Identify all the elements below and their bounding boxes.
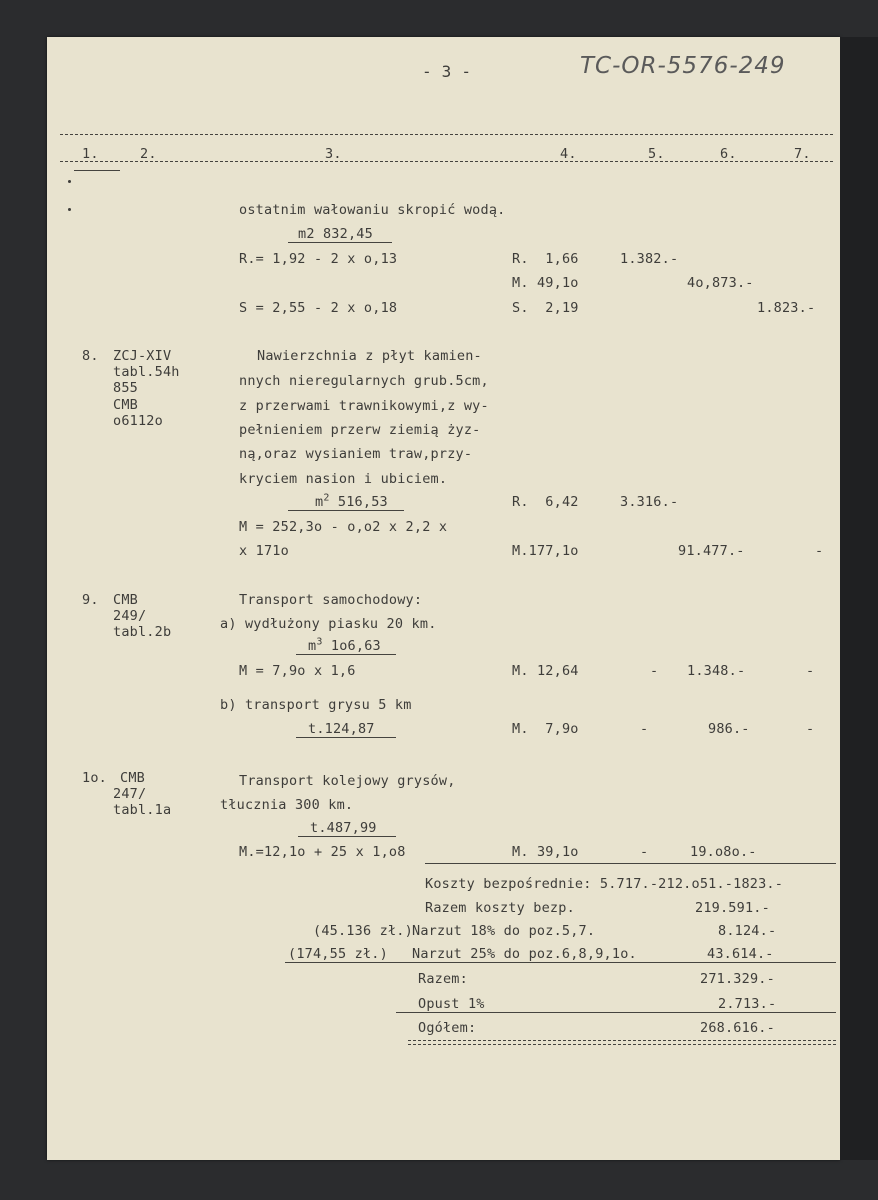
column-header-7: 7. xyxy=(794,146,811,162)
punch-mark xyxy=(68,208,71,211)
header-rule-bottom xyxy=(60,161,833,162)
r-label: R. 1,66 xyxy=(512,251,579,267)
item-9-a-area: $m^3$ 1o6,63 xyxy=(308,636,381,654)
header-mark xyxy=(74,170,120,171)
column-header-6: 6. xyxy=(720,146,737,162)
m-value: 4o,873.- xyxy=(687,275,754,291)
item-9-ref: CMB xyxy=(113,592,138,608)
r-value: 1.382.- xyxy=(620,251,679,267)
m-label: M. 49,1o xyxy=(512,275,579,291)
summary-markup25-value: 43.614.- xyxy=(707,946,774,962)
item-8-m-formula: x 171o xyxy=(239,543,289,559)
item-8-ref: CMB xyxy=(113,397,138,413)
s-label: S. 2,19 xyxy=(512,300,579,316)
item-8-area: $m^2$ 516,53 xyxy=(315,492,388,510)
page-number: - 3 - xyxy=(422,62,472,81)
underline xyxy=(296,737,396,738)
item-8-last: - xyxy=(815,543,824,559)
item-10-formula: M.=12,1o + 25 x 1,o8 xyxy=(239,844,406,860)
underline xyxy=(298,836,396,837)
item-9-a-last: - xyxy=(806,663,815,679)
underline xyxy=(296,654,396,655)
item-8-desc: z przerwami trawnikowymi,z wy- xyxy=(239,398,489,414)
punch-mark xyxy=(68,180,71,183)
item-8-m-value: 91.477.- xyxy=(678,543,745,559)
item-10-value: 19.o8o.- xyxy=(690,844,757,860)
item-8-desc: kryciem nasion i ubiciem. xyxy=(239,471,448,487)
summary-total-direct-value: 219.591.- xyxy=(695,900,770,916)
item-9-b-label: M. 7,9o xyxy=(512,721,579,737)
item-10-title: Transport kolejowy grysów, xyxy=(239,773,456,789)
summary-discount-label: Opust 1% xyxy=(418,996,485,1012)
item-8-r-value: 3.316.- xyxy=(620,494,679,510)
item-10-ref: CMB xyxy=(120,770,145,786)
item-9-a-dash: - xyxy=(650,663,659,679)
item-8-ref: ZCJ-XIV xyxy=(113,348,172,364)
item-8-m-formula: M = 252,3o - o,o2 x 2,2 x xyxy=(239,519,448,535)
summary-rule xyxy=(425,863,836,864)
item-8-desc: Nawierzchnia z płyt kamien- xyxy=(257,348,482,364)
summary-direct-costs: Koszty bezpośrednie: 5.717.-212.o51.-1823.- xyxy=(425,876,784,892)
item-9-b-qty: t.124,87 xyxy=(308,721,375,737)
item-8-ref: tabl.54h xyxy=(113,364,180,380)
item-8-ref: 855 xyxy=(113,380,138,396)
item-9-number: 9. xyxy=(82,592,99,608)
column-header-5: 5. xyxy=(648,146,665,162)
summary-markup18-base: (45.136 zł.) xyxy=(313,923,413,939)
underline xyxy=(288,510,404,511)
item-10-line: tłucznia 300 km. xyxy=(220,797,354,813)
summary-markup25-label: Narzut 25% do poz.6,8,9,1o. xyxy=(412,946,637,962)
item-8-number: 8. xyxy=(82,348,99,364)
document-code: TC-OR-5576-249 xyxy=(580,53,786,79)
item-9-b-line: b) transport grysu 5 km xyxy=(220,697,412,713)
summary-sum-label: Razem: xyxy=(418,971,468,987)
summary-markup18-value: 8.124.- xyxy=(718,923,777,939)
column-header-1: 1. xyxy=(82,146,99,162)
item-10-label: M. 39,1o xyxy=(512,844,579,860)
item-8-desc: pełnieniem przerw ziemią żyz- xyxy=(239,422,481,438)
summary-discount-value: 2.713.- xyxy=(718,996,777,1012)
item-9-ref: 249/ xyxy=(113,608,147,624)
item-9-b-last: - xyxy=(806,721,815,737)
top-area: m2 832,45 xyxy=(298,226,373,242)
underline xyxy=(288,242,392,243)
summary-total-direct-label: Razem koszty bezp. xyxy=(425,900,575,916)
item-8-desc: ną,oraz wysianiem traw,przy- xyxy=(239,446,473,462)
item-9-a-formula: M = 7,9o x 1,6 xyxy=(239,663,356,679)
s-value: 1.823.- xyxy=(757,300,816,316)
item-9-b-dash: - xyxy=(640,721,649,737)
item-10-ref: 247/ xyxy=(113,786,147,802)
column-header-4: 4. xyxy=(560,146,577,162)
summary-grand-value: 268.616.- xyxy=(700,1020,775,1036)
item-9-a-line: a) wydłużony piasku 20 km. xyxy=(220,616,437,632)
summary-rule xyxy=(285,962,836,963)
item-10-ref: tabl.1a xyxy=(113,802,172,818)
summary-sum-value: 271.329.- xyxy=(700,971,775,987)
summary-double-rule xyxy=(408,1040,836,1045)
item-10-number: 1o. xyxy=(82,770,107,786)
column-header-3: 3. xyxy=(325,146,342,162)
summary-markup18-label: Narzut 18% do poz.5,7. xyxy=(412,923,596,939)
summary-grand-label: Ogółem: xyxy=(418,1020,477,1036)
item-10-qty: t.487,99 xyxy=(310,820,377,836)
item-8-r-label: R. 6,42 xyxy=(512,494,579,510)
item-8-ref: o6112o xyxy=(113,413,163,429)
s-formula: S = 2,55 - 2 x o,18 xyxy=(239,300,398,316)
summary-rule xyxy=(396,1012,836,1013)
page-edge xyxy=(840,37,878,1160)
item-9-a-value: 1.348.- xyxy=(687,663,746,679)
top-line: ostatnim wałowaniu skropić wodą. xyxy=(239,202,506,218)
item-10-dash: - xyxy=(640,844,649,860)
summary-markup25-base: (174,55 zł.) xyxy=(288,946,388,962)
item-8-desc: nnych nieregularnych grub.5cm, xyxy=(239,373,489,389)
header-rule-top xyxy=(60,134,833,135)
r-formula: R.= 1,92 - 2 x o,13 xyxy=(239,251,398,267)
item-9-ref: tabl.2b xyxy=(113,624,172,640)
item-9-title: Transport samochodowy: xyxy=(239,592,423,608)
item-9-a-label: M. 12,64 xyxy=(512,663,579,679)
column-header-2: 2. xyxy=(140,146,157,162)
item-8-m-label: M.177,1o xyxy=(512,543,579,559)
item-9-b-value: 986.- xyxy=(708,721,750,737)
